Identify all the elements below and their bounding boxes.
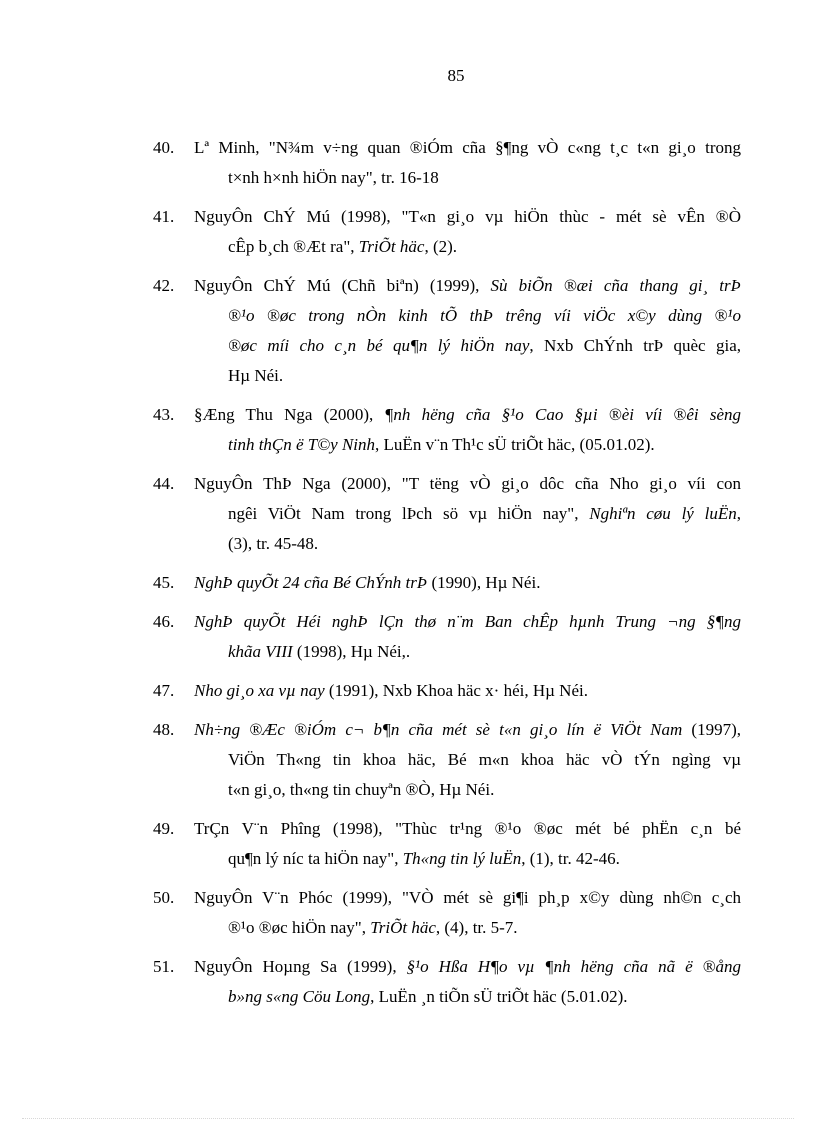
- reference-entry: [153, 715, 741, 805]
- reference-segment: t«n gi¸o, th«ng tin chuyªn ®Ò, Hµ Néi.: [228, 780, 495, 799]
- reference-segment: NguyÔn ThÞ Nga (2000), "T tëng vÒ gi¸o dôc cña Nho gi¸o víi con: [194, 474, 741, 493]
- reference-number: 48.: [153, 720, 175, 739]
- reference-text: [194, 952, 741, 1012]
- reference-segment: cÊp b¸ch ®Æt ra",: [228, 237, 359, 256]
- reference-line: [194, 469, 741, 499]
- italic-title-text: Nghiªn cøu lý luËn: [589, 504, 737, 523]
- reference-line: [194, 529, 741, 559]
- reference-text: [194, 676, 741, 706]
- reference-segment: NguyÔn ChÝ Mú (Chñ biªn) (1999),: [194, 276, 491, 295]
- reference-number: 41.: [153, 207, 175, 226]
- reference-line: [194, 163, 741, 193]
- reference-segment: NguyÔn V¨n Phóc (1999), "VÒ mét sè gi¶i ph¸p x©y dùng nh©n c¸ch: [194, 888, 741, 907]
- reference-line: [194, 499, 741, 529]
- reference-entry: [153, 271, 741, 391]
- reference-line: [194, 202, 741, 232]
- reference-segment: (1990), Hµ Néi.: [427, 573, 541, 592]
- italic-title-text: tinh thÇn ë T©y Ninh: [228, 435, 376, 454]
- reference-line: [194, 775, 741, 805]
- reference-segment: , LuËn v¨n Th¹c sÜ triÕt häc, (05.01.02).: [375, 435, 655, 454]
- reference-number: 42.: [153, 276, 175, 295]
- reference-line: [194, 913, 741, 943]
- reference-line: [194, 745, 741, 775]
- italic-title-text: Nho gi¸o xa vµ nay: [194, 681, 325, 700]
- reference-text: [194, 271, 741, 391]
- reference-segment: , Nxb ChÝnh trÞ quèc gia,: [529, 336, 742, 355]
- reference-number: 40.: [153, 138, 175, 157]
- reference-segment: NguyÔn Hoµng Sa (1999),: [194, 957, 407, 976]
- reference-segment: (1997),: [682, 720, 741, 739]
- italic-title-text: §¹o Hßa H¶o vµ ¶nh hëng cña nã ë ®ång: [406, 957, 742, 976]
- reference-text: [194, 400, 741, 460]
- reference-line: [194, 568, 741, 598]
- reference-entry: [153, 133, 741, 193]
- reference-number: 44.: [153, 474, 175, 493]
- reference-segment: TrÇn V¨n Phîng (1998), "Thùc tr¹ng ®¹o ®øc mét bé phËn c¸n bé: [194, 819, 741, 838]
- reference-text: [194, 469, 741, 559]
- reference-segment: , (4), tr. 5-7.: [435, 918, 518, 937]
- reference-line: [194, 637, 741, 667]
- reference-text: [194, 607, 741, 667]
- reference-line: [194, 607, 741, 637]
- italic-title-text: Sù biÕn ®æi cña thang gi¸ trÞ: [490, 276, 742, 295]
- reference-segment: Hµ Néi.: [228, 366, 284, 385]
- reference-segment: ngêi ViÖt Nam trong lÞch sö vµ hiÖn nay",: [228, 504, 590, 523]
- bottom-divider: [22, 1118, 794, 1119]
- reference-line: [194, 331, 741, 361]
- italic-title-text: ®¹o ®øc trong nÒn kinh tÕ thÞ trêng víi viÖc x©y dùng ®¹o: [228, 306, 741, 325]
- page-number: 85: [447, 66, 465, 85]
- reference-segment: qu¶n lý níc ta hiÖn nay",: [228, 849, 403, 868]
- reference-entry: [153, 607, 741, 667]
- reference-line: [194, 430, 741, 460]
- reference-line: [194, 676, 741, 706]
- reference-text: [194, 715, 741, 805]
- italic-title-text: ®øc míi cho c¸n bé qu¶n lý hiÖn nay: [228, 336, 530, 355]
- reference-segment: t×nh h×nh hiÖn nay", tr. 16-18: [228, 168, 439, 187]
- reference-line: [194, 715, 741, 745]
- reference-text: [194, 568, 741, 598]
- reference-line: [194, 301, 741, 331]
- reference-line: [194, 883, 741, 913]
- italic-title-text: Th«ng tin lý luËn: [402, 849, 522, 868]
- reference-line: [194, 133, 741, 163]
- reference-list: [153, 133, 741, 1021]
- italic-title-text: khãa VIII: [228, 642, 293, 661]
- reference-line: [194, 400, 741, 430]
- reference-segment: ®¹o ®øc hiÖn nay",: [228, 918, 371, 937]
- italic-title-text: TriÕt häc: [370, 918, 436, 937]
- italic-title-text: NghÞ quyÕt 24 cña Bé ChÝnh trÞ: [194, 573, 428, 592]
- reference-line: [194, 814, 741, 844]
- reference-segment: (1998), Hµ Néi,.: [292, 642, 411, 661]
- reference-segment: NguyÔn ChÝ Mú (1998), "T«n gi¸o vµ hiÖn thùc - mét sè vÊn ®Ò: [194, 207, 741, 226]
- reference-line: [194, 361, 741, 391]
- reference-number: 50.: [153, 888, 175, 907]
- reference-entry: [153, 469, 741, 559]
- reference-text: [194, 133, 741, 193]
- reference-number: 47.: [153, 681, 175, 700]
- reference-line: [194, 952, 741, 982]
- reference-line: [194, 271, 741, 301]
- reference-entry: [153, 400, 741, 460]
- reference-entry: [153, 676, 741, 706]
- reference-segment: ,: [736, 504, 741, 523]
- italic-title-text: NghÞ quyÕt Héi nghÞ lÇn thø n¨m Ban chÊp hµnh Trung ¬ng §¶ng: [194, 612, 741, 631]
- reference-number: 43.: [153, 405, 175, 424]
- reference-entry: [153, 814, 741, 874]
- reference-number: 45.: [153, 573, 175, 592]
- reference-segment: (1991), Nxb Khoa häc x· héi, Hµ Néi.: [324, 681, 588, 700]
- reference-number: 49.: [153, 819, 175, 838]
- reference-number: 46.: [153, 612, 175, 631]
- reference-entry: [153, 883, 741, 943]
- reference-segment: , LuËn ¸n tiÕn sÜ triÕt häc (5.01.02).: [370, 987, 628, 1006]
- reference-text: [194, 202, 741, 262]
- reference-segment: Lª Minh, "N¾m v÷ng quan ®iÓm cña §¶ng vÒ c«ng t¸c t«n gi¸o trong: [194, 138, 741, 157]
- reference-segment: §Æng Thu Nga (2000),: [194, 405, 385, 424]
- italic-title-text: TriÕt häc: [358, 237, 425, 256]
- reference-segment: , (2).: [424, 237, 458, 256]
- reference-line: [194, 232, 741, 262]
- reference-entry: [153, 202, 741, 262]
- reference-text: [194, 814, 741, 874]
- reference-line: [194, 982, 741, 1012]
- reference-number: 51.: [153, 957, 175, 976]
- reference-line: [194, 844, 741, 874]
- reference-segment: , (1), tr. 42-46.: [521, 849, 620, 868]
- reference-segment: (3), tr. 45-48.: [228, 534, 319, 553]
- reference-segment: ViÖn Th«ng tin khoa häc, Bé m«n khoa häc vÒ tÝn ngìng vµ: [228, 750, 741, 769]
- italic-title-text: Nh÷ng ®Æc ®iÓm c¬ b¶n cña mét sè t«n gi¸o lín ë ViÖt Nam: [194, 720, 683, 739]
- reference-entry: [153, 952, 741, 1012]
- reference-text: [194, 883, 741, 943]
- italic-title-text: b»ng s«ng Cöu Long: [228, 987, 371, 1006]
- italic-title-text: ¶nh hëng cña §¹o Cao §µi ®èi víi ®êi sèng: [384, 405, 741, 424]
- reference-entry: [153, 568, 741, 598]
